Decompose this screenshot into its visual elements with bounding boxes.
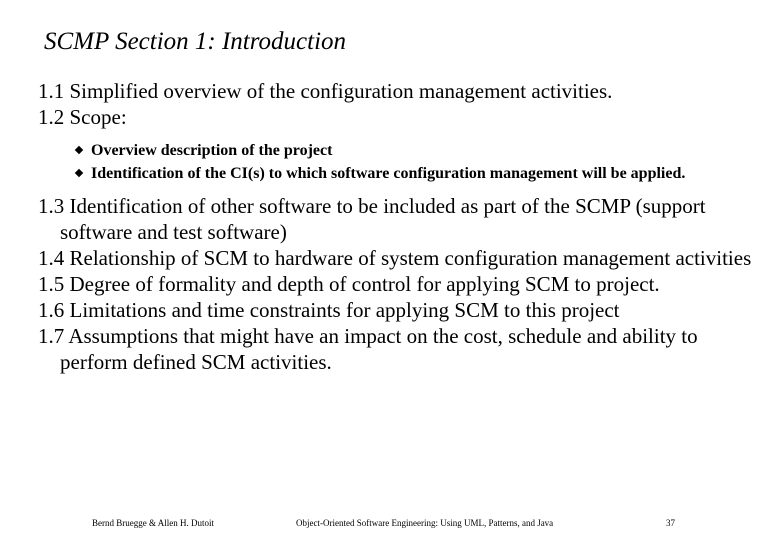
footer-authors: Bernd Bruegge & Allen H. Dutoit xyxy=(92,518,214,528)
section-item-1-3: 1.3 Identification of other software to be included as part of the SCMP (support software and test software) xyxy=(38,194,706,244)
footer-book-title: Object-Oriented Software Engineering: Using UML, Patterns, and Java xyxy=(296,518,554,528)
scope-sublist xyxy=(76,141,758,184)
section-item-1-4: 1.4 Relationship of SCM to hardware of system configuration management activities xyxy=(38,246,752,270)
footer-page-number: 37 xyxy=(666,518,675,528)
section-item-1-7: 1.7 Assumptions that might have an impact on the cost, schedule and ability to perform defined SCM activities. xyxy=(38,324,698,374)
section-item-1-2: 1.2 Scope: xyxy=(38,105,127,129)
slide-content xyxy=(38,78,758,375)
scope-subitem-label: Identification of the CI(s) to which software configuration management will be applied. xyxy=(91,165,686,182)
scope-subitem-ci xyxy=(76,164,758,184)
diamond-bullet-icon xyxy=(75,146,83,154)
section-item-1-1: 1.1 Simplified overview of the configuration management activities. xyxy=(38,79,613,103)
section-item-1-5: 1.5 Degree of formality and depth of control for applying SCM to project. xyxy=(38,272,660,296)
section-item-1-6: 1.6 Limitations and time constraints for applying SCM to this project xyxy=(38,298,620,322)
scope-subitem-label: Overview description of the project xyxy=(91,142,333,159)
diamond-bullet-icon xyxy=(75,169,83,177)
scope-subitem-overview xyxy=(76,141,758,161)
slide-title: SCMP Section 1: Introduction xyxy=(44,28,347,55)
